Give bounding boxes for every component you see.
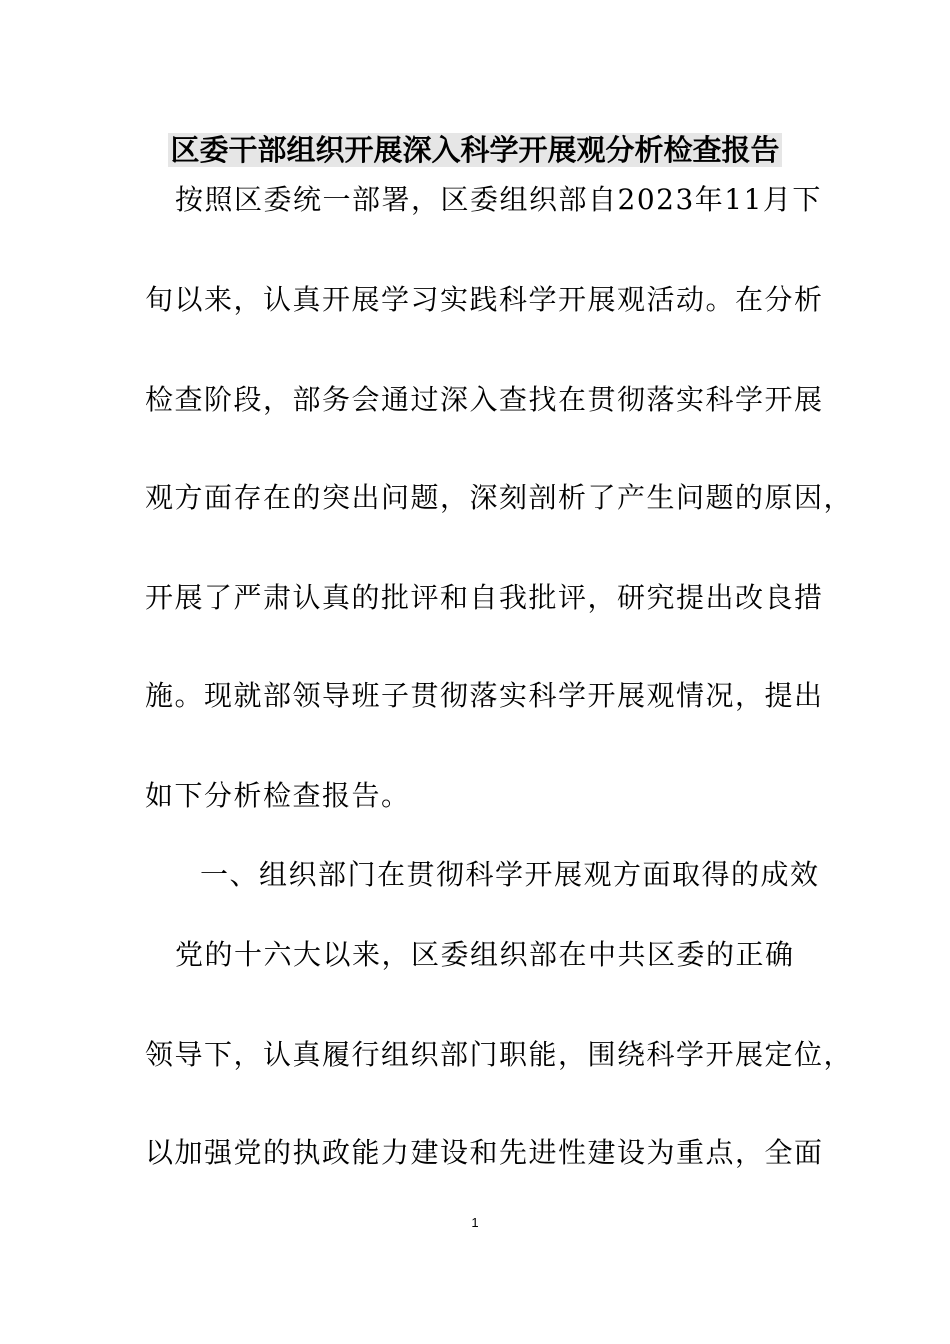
paragraph-line: 以加强党的执政能力建设和先进性建设为重点，全面 [145, 1136, 824, 1169]
section-heading: 一、组织部门在贯彻科学开展观方面取得的成效 [200, 858, 820, 891]
paragraph-line: 开展了严肃认真的批评和自我批评，研究提出改良措 [145, 581, 824, 614]
page-number: 1 [471, 1215, 479, 1230]
paragraph-line: 党的十六大以来，区委组织部在中共区委的正确 [175, 938, 795, 971]
paragraph-line: 按照区委统一部署，区委组织部自2023年11月下 [175, 183, 822, 216]
document-title-text: 区委干部组织开展深入科学开展观分析检查报告 [170, 133, 780, 167]
paragraph-line: 如下分析检查报告。 [145, 779, 411, 812]
paragraph-line: 施。现就部领导班子贯彻落实科学开展观情况，提出 [145, 679, 824, 712]
paragraph-line: 领导下，认真履行组织部门职能，围绕科学开展定位， [145, 1038, 854, 1071]
paragraph-line: 观方面存在的突出问题，深刻剖析了产生问题的原因， [145, 481, 854, 514]
paragraph-line: 旬以来，认真开展学习实践科学开展观活动。在分析 [145, 283, 824, 316]
paragraph-line: 检查阶段，部务会通过深入查找在贯彻落实科学开展 [145, 383, 824, 416]
document-title [0, 130, 950, 170]
